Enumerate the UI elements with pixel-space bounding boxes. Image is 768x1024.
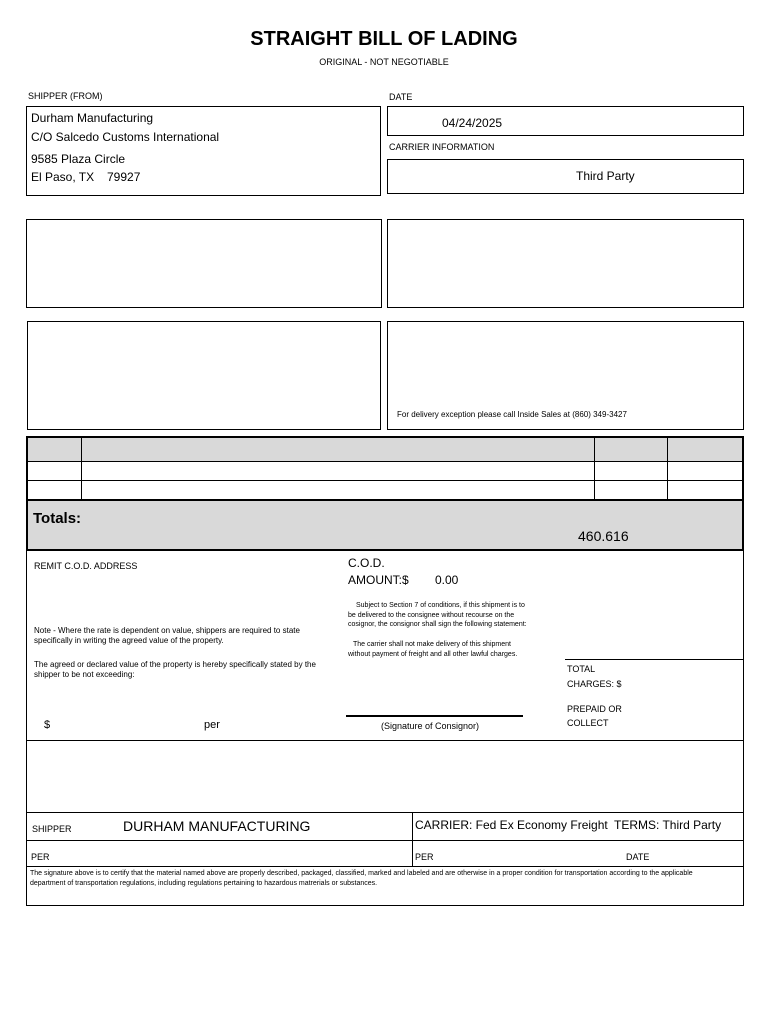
shipper-box bbox=[26, 106, 381, 196]
signature-line bbox=[346, 715, 523, 717]
consignee-box bbox=[26, 219, 382, 308]
carrier-info-box bbox=[387, 159, 744, 194]
date-value: 04/24/2025 bbox=[442, 116, 503, 130]
delivery-note: For delivery exception please call Inside Sales at (860) 349-3427 bbox=[397, 410, 627, 419]
shipper-line1: Durham Manufacturing bbox=[31, 111, 154, 125]
document-title: STRAIGHT BILL OF LADING bbox=[250, 28, 518, 50]
footer-terms: TERMS: Third Party bbox=[614, 818, 722, 832]
special-instructions-box bbox=[27, 321, 381, 430]
cod-amount-value: 0.00 bbox=[435, 573, 459, 587]
date-label: DATE bbox=[389, 92, 413, 102]
carrier-info-label: CARRIER INFORMATION bbox=[389, 142, 495, 152]
certification-text: The signature above is to certify that the material named above are properly described, packaged, classified, marked and labeled and are otherwise in a proper condition for transportation according to the applicable department of transportation regulations, including regulations pertaining to hazardous matrerials or substances. bbox=[30, 870, 693, 887]
date-box bbox=[387, 106, 744, 136]
declared-dollar: $ bbox=[44, 719, 51, 731]
items-header-row bbox=[28, 438, 742, 461]
total-charges-2: CHARGES: $ bbox=[567, 679, 622, 689]
carrier-info-value: Third Party bbox=[576, 169, 635, 183]
delivery-box bbox=[387, 321, 744, 430]
shipper-line3: 9585 Plaza Circle bbox=[31, 152, 126, 166]
section7-paragraph: Subject to Section 7 of conditions, if this shipment is to be delivered to the consignee without recourse on the cosignor, the consignor shall sign the following statement: bbox=[348, 602, 527, 628]
totals-value: 460.616 bbox=[578, 528, 629, 544]
footer-shipper-label: SHIPPER bbox=[32, 824, 72, 834]
footer-date-label: DATE bbox=[626, 852, 650, 862]
shipper-zip: 79927 bbox=[107, 170, 141, 184]
footer-carrier: CARRIER: Fed Ex Economy Freight bbox=[415, 818, 608, 832]
prepaid-2: COLLECT bbox=[567, 718, 609, 728]
signature-label: (Signature of Consignor) bbox=[381, 721, 480, 731]
remit-cod-label: REMIT C.O.D. ADDRESS bbox=[34, 561, 138, 571]
shipper-label: SHIPPER (FROM) bbox=[28, 91, 103, 101]
cod-amount-label: AMOUNT:$ bbox=[348, 573, 409, 587]
carrier-statement: The carrier shall not make delivery of this shipment without payment of freight and all other lawful charges. bbox=[348, 641, 518, 658]
cod-label: C.O.D. bbox=[348, 556, 385, 570]
prepaid-1: PREPAID OR bbox=[567, 704, 622, 714]
totals-label: Totals: bbox=[33, 510, 82, 527]
totals-row bbox=[28, 501, 742, 549]
footer-per-right: PER bbox=[415, 852, 434, 862]
cod-section bbox=[26, 550, 744, 906]
shipper-line2: C/O Salcedo Customs International bbox=[31, 130, 220, 144]
total-charges-1: TOTAL bbox=[567, 664, 596, 674]
value-note: Note - Where the rate is dependent on value, shippers are required to state specifically in writing the agreed value of the property. bbox=[34, 626, 300, 645]
declared-per: per bbox=[204, 719, 220, 731]
footer-shipper-name: DURHAM MANUFACTURING bbox=[123, 818, 311, 834]
declared-value-note: The agreed or declared value of the property is hereby specifically stated by the shipper to be not exceeding: bbox=[34, 660, 316, 679]
items-table bbox=[26, 436, 744, 551]
bill-to-box bbox=[387, 219, 744, 308]
document-subtitle: ORIGINAL - NOT NEGOTIABLE bbox=[319, 57, 449, 67]
shipper-city: El Paso, TX bbox=[31, 170, 95, 184]
footer-per-left: PER bbox=[31, 852, 50, 862]
